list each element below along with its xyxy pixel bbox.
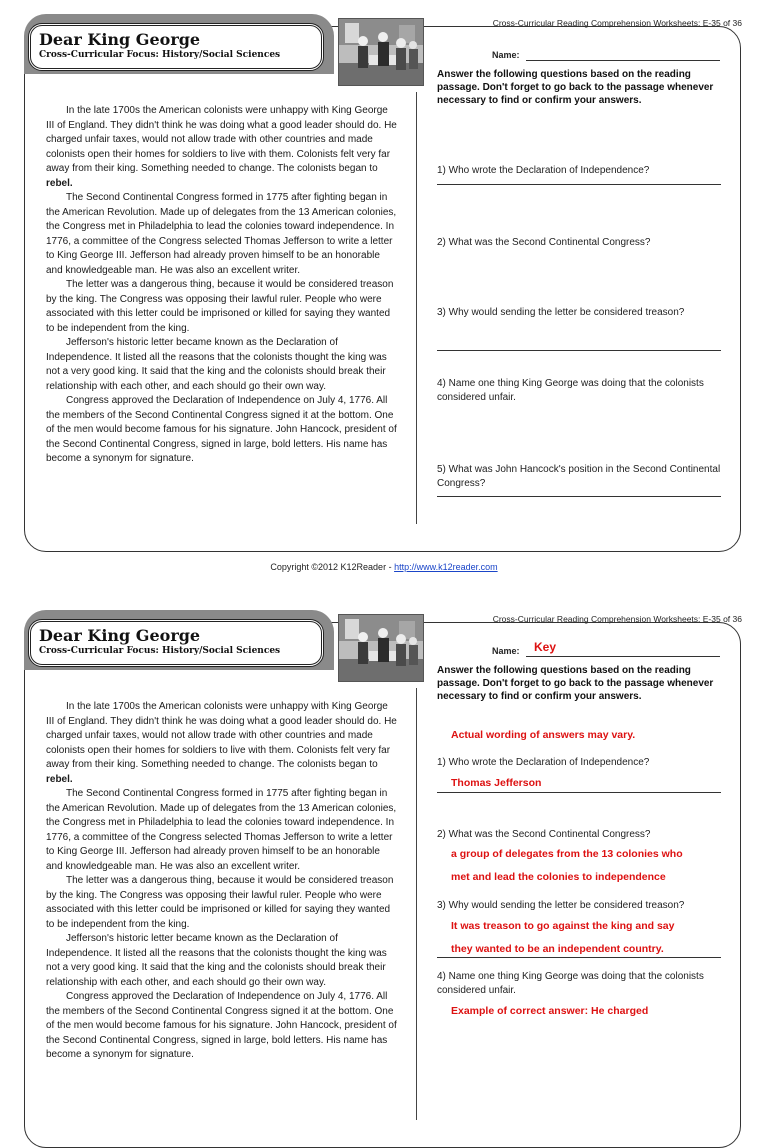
declaration-painting-image: [338, 614, 424, 682]
column-divider: [416, 688, 417, 1120]
key-label: Key: [534, 640, 557, 654]
column-divider: [416, 92, 417, 524]
passage-paragraph: The letter was a dangerous thing, because it would be considered treason by the king. The Congress was opposing their lawful ruler. People who were associated with this letter could be imprisoned or killed for saying they wanted to be independent from the king.: [46, 279, 394, 334]
question-2: 2) What was the Second Continental Congress?: [437, 829, 651, 840]
passage-paragraph: The Second Continental Congress formed in 1775 after fighting began in the American Revolution. Made up of delegates from the 13 American colonies, the Congress met in Philadelphia to lead the colonies toward independence. In 1776, a committee of the Congress selected Thomas Jefferson to write a letter to King George III. Jefferson had already proven himself to be an honorable and knowledgeable man. He was also an excellent writer.: [46, 192, 397, 276]
passage-paragraph: In the late 1700s the American colonists were unhappy with King George III of England. They didn't think he was doing what a good leader should do. He charged unfair taxes, would not allow trade with other countries and made colonists open their homes for soldiers to live with them. Colonists felt very far away from their king. Something needed to change. The colonists began to rebel.: [46, 701, 397, 785]
instructions: Answer the following questions based on the reading passage. Don't forget to go back to the passage whenever necessary to find or confirm your answers.: [437, 665, 714, 702]
passage-paragraph: Jefferson's historic letter became known as the Declaration of Independence. It listed all the reasons that the colonists thought the king was not a very good king. It said that the king and the colonists should break their relationship with each other, and each should go their own way.: [46, 337, 387, 392]
worksheet-subtitle: Cross-Curricular Focus: History/Social Sciences: [39, 646, 281, 656]
question-4: 4) Name one thing King George was doing that the colonists considered unfair.: [437, 971, 704, 996]
page-header: Cross-Curricular Reading Comprehension Worksheets: E-35 of 36: [492, 18, 742, 28]
title-box: [28, 23, 324, 71]
answer-4-line-1: Example of correct answer: He charged: [451, 1005, 649, 1017]
answer-line-3[interactable]: [437, 957, 721, 958]
reading-passage: [46, 104, 398, 467]
answer-line-5[interactable]: [437, 496, 721, 497]
title-box: [28, 619, 324, 667]
question-3: 3) Why would sending the letter be considered treason?: [437, 900, 685, 911]
answer-line-1[interactable]: [437, 792, 721, 793]
passage-paragraph: Congress approved the Declaration of Independence on July 4, 1776. All the members of the Second Continental Congress signed it at the bottom. One of the men would become famous for his signature. John Hancock, president of the Second Continental Congress, signed in large, bold letters. His name has become a synonym for signature.: [46, 991, 397, 1060]
passage-paragraph: In the late 1700s the American colonists were unhappy with King George III of England. They didn't think he was doing what a good leader should do. He charged unfair taxes, would not allow trade with other countries and made colonists open their homes for soldiers to live with them. Colonists felt very far away from their king. Something needed to change. The colonists began to rebel.: [46, 105, 397, 189]
name-row: [492, 640, 720, 656]
name-label: Name:: [492, 50, 520, 60]
question-1: 1) Who wrote the Declaration of Independence?: [437, 757, 650, 768]
answer-2-line-2: met and lead the colonies to independence: [451, 871, 666, 883]
name-line[interactable]: [526, 60, 720, 61]
instructions: Answer the following questions based on the reading passage. Don't forget to go back to the passage whenever necessary to find or confirm your answers.: [437, 69, 714, 106]
question-4: 4) Name one thing King George was doing that the colonists considered unfair.: [437, 378, 704, 403]
copyright: Copyright ©2012 K12Reader - http://www.k12reader.com: [270, 562, 498, 572]
answer-line-3[interactable]: [437, 350, 721, 351]
answer-1: Thomas Jefferson: [451, 777, 542, 789]
question-1: 1) Who wrote the Declaration of Independence?: [437, 165, 650, 176]
worksheet-answer-key: [0, 596, 768, 1060]
name-row: [492, 50, 720, 60]
question-3: 3) Why would sending the letter be considered treason?: [437, 307, 685, 318]
passage-paragraph: The letter was a dangerous thing, because it would be considered treason by the king. The Congress was opposing their lawful ruler. People who were associated with this letter could be imprisoned or killed for saying they wanted to be independent from the king.: [46, 875, 394, 930]
page-header: Cross-Curricular Reading Comprehension Worksheets: E-35 of 36: [492, 614, 742, 624]
k12reader-link[interactable]: http://www.k12reader.com: [394, 562, 498, 572]
question-5: 5) What was John Hancock's position in the Second Continental Congress?: [437, 464, 721, 489]
worksheet-title: Dear King George: [39, 626, 201, 645]
worksheet-title: Dear King George: [39, 30, 201, 49]
passage-paragraph: Jefferson's historic letter became known as the Declaration of Independence. It listed all the reasons that the colonists thought the king was not a very good king. It said that the king and the colonists should break their relationship with each other, and each should go their own way.: [46, 933, 387, 988]
reading-passage: [46, 700, 398, 1063]
declaration-painting-image: [338, 18, 424, 86]
answer-line-1[interactable]: [437, 184, 721, 185]
answer-2-line-1: a group of delegates from the 13 colonies who: [451, 848, 683, 860]
passage-paragraph: The Second Continental Congress formed in 1775 after fighting began in the American Revolution. Made up of delegates from the 13 American colonies, the Congress met in Philadelphia to lead the colonies toward independence. In 1776, a committee of the Congress selected Thomas Jefferson to write a letter to King George III. Jefferson had already proven himself to be an honorable and knowledgeable man. He was also an excellent writer.: [46, 788, 397, 872]
name-label: Name:: [492, 646, 520, 656]
answers-note: Actual wording of answers may vary.: [451, 729, 636, 741]
answer-3-line-1: It was treason to go against the king and say: [451, 920, 675, 932]
passage-paragraph: Congress approved the Declaration of Independence on July 4, 1776. All the members of the Second Continental Congress signed it at the bottom. One of the men would become famous for his signature. John Hancock, president of the Second Continental Congress, signed in large, bold letters. His name has become a synonym for signature.: [46, 395, 397, 464]
answer-3-line-2: they wanted to be an independent country.: [451, 943, 664, 955]
name-line[interactable]: [526, 656, 720, 657]
question-2: 2) What was the Second Continental Congress?: [437, 237, 651, 248]
worksheet-subtitle: Cross-Curricular Focus: History/Social Sciences: [39, 50, 281, 60]
